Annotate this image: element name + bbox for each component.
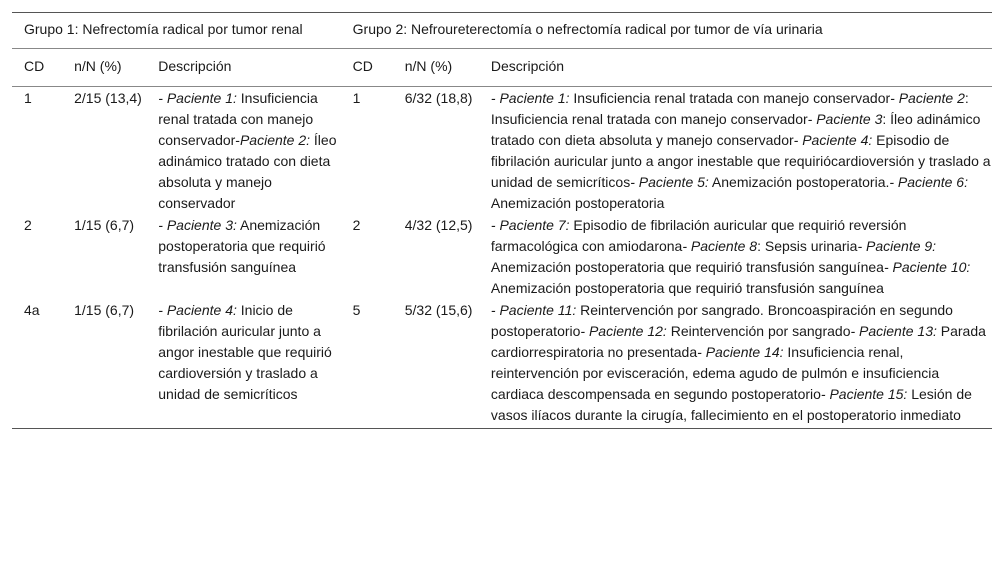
g1-description	[158, 299, 352, 429]
description-text: : Sepsis urinaria	[757, 238, 858, 254]
group2-title: Grupo 2: Nefroureterectomía o nefrectomía radical por tumor de vía urinaria	[352, 21, 823, 37]
g2-n: 5/32 (15,6)	[405, 299, 491, 429]
description-text: Íleo adinámico tratado con dieta absoluta y manejo conservador	[158, 132, 337, 211]
patient-label: - Paciente 9:	[857, 238, 937, 254]
patient-label: Paciente 2:	[239, 132, 311, 148]
description-text: Reintervención por sangrado. Broncoaspiración en segundo postoperatorio	[490, 302, 953, 339]
description-text: : Íleo adinámico tratado con dieta absoluta y manejo conservador	[490, 111, 981, 148]
patient-label: - Paciente 5:	[630, 174, 709, 190]
g1-description	[158, 87, 352, 215]
description-text: Anemización postoperatoria	[490, 195, 665, 211]
complications-table	[12, 12, 992, 429]
patient-label: - Paciente 13:	[850, 323, 937, 339]
table-row	[12, 299, 992, 429]
g1-n: 1/15 (6,7)	[74, 217, 135, 233]
patient-label: - Paciente 1:	[158, 90, 237, 106]
description-text: Insuficiencia renal tratada con manejo conservador-	[158, 90, 318, 148]
g2-description	[491, 214, 992, 299]
column-header-row	[12, 49, 992, 87]
g2-n: 4/32 (12,5)	[404, 217, 473, 233]
patient-label: - Paciente 3	[807, 111, 883, 127]
g2-header-n: n/N (%)	[405, 49, 491, 87]
g2-n: 6/32 (18,8)	[404, 90, 473, 106]
description-text: Episodio de fibrilación auricular junto a angor inestable que requiriócardioversión y traslado a unidad de semicríticos	[490, 132, 991, 190]
description-text: Episodio de fibrilación auricular que requirió reversión farmacológica con amiodarona	[490, 217, 907, 254]
description-text: Insuficiencia renal, reintervención por evisceración, edema agudo de pulmón e insuficiencia cardiaca descompensada en segundo postoperatorio	[490, 344, 940, 402]
g2-header-cd: CD	[353, 49, 405, 87]
patient-label: - Paciente 12:	[580, 323, 667, 339]
description-text: : Insuficiencia renal tratada con manejo conservador	[490, 90, 969, 127]
description-text: Anemización postoperatoria.	[708, 174, 890, 190]
patient-label: - Paciente 14:	[697, 344, 784, 360]
patient-label: - Paciente 7:	[490, 217, 570, 233]
g2-description	[491, 87, 992, 215]
g1-cd: 2	[24, 217, 32, 233]
patient-label: - Paciente 4:	[158, 302, 237, 318]
patient-label: - Paciente 6:	[889, 174, 968, 190]
g1-header-desc: Descripción	[158, 49, 352, 87]
g2-cd: 1	[352, 90, 361, 106]
g1-header-cd: CD	[12, 49, 74, 87]
g2-cd: 2	[352, 217, 361, 233]
patient-label: - Paciente 15:	[820, 386, 908, 402]
patient-label: - Paciente 2	[890, 90, 965, 106]
g1-cd: 1	[24, 90, 32, 106]
g2-cd: 5	[353, 299, 405, 429]
description-text: Anemización postoperatoria que requirió transfusión sanguínea	[490, 280, 884, 296]
description-text: Reintervención por sangrado	[666, 323, 851, 339]
g1-cd: 4a	[12, 299, 74, 429]
description-text: Insuficiencia renal tratada con manejo conservador	[569, 90, 891, 106]
g1-n: 2/15 (13,4)	[74, 90, 142, 106]
g2-description	[491, 299, 992, 429]
table-row	[12, 214, 992, 299]
g2-header-desc: Descripción	[491, 49, 992, 87]
g1-description	[158, 214, 352, 299]
complications-table-container	[12, 12, 992, 429]
patient-label: - Paciente 10:	[883, 259, 971, 275]
group-header-row	[12, 13, 992, 49]
g1-header-n: n/N (%)	[74, 49, 158, 87]
description-text: Inicio de fibrilación auricular junto a angor inestable que requirió cardioversión y traslado a unidad de semicríticos	[158, 302, 332, 402]
patient-label: - Paciente 4:	[793, 132, 873, 148]
patient-label: - Paciente 8	[682, 238, 758, 254]
group1-title: Grupo 1: Nefrectomía radical por tumor renal	[24, 21, 303, 37]
description-text: Anemización postoperatoria que requirió transfusión sanguínea	[158, 217, 326, 275]
description-text: Anemización postoperatoria que requirió transfusión sanguínea	[490, 259, 884, 275]
description-text: Parada cardiorrespiratoria no presentada	[490, 323, 986, 360]
description-text: Lesión de vasos ilíacos durante la cirugía, fallecimiento en el postoperatorio inmediato	[490, 386, 972, 423]
patient-label: - Paciente 3:	[158, 217, 237, 233]
patient-label: - Paciente 11:	[490, 302, 577, 318]
patient-label: - Paciente 1:	[490, 90, 570, 106]
g1-n: 1/15 (6,7)	[74, 299, 158, 429]
table-row	[12, 87, 992, 215]
